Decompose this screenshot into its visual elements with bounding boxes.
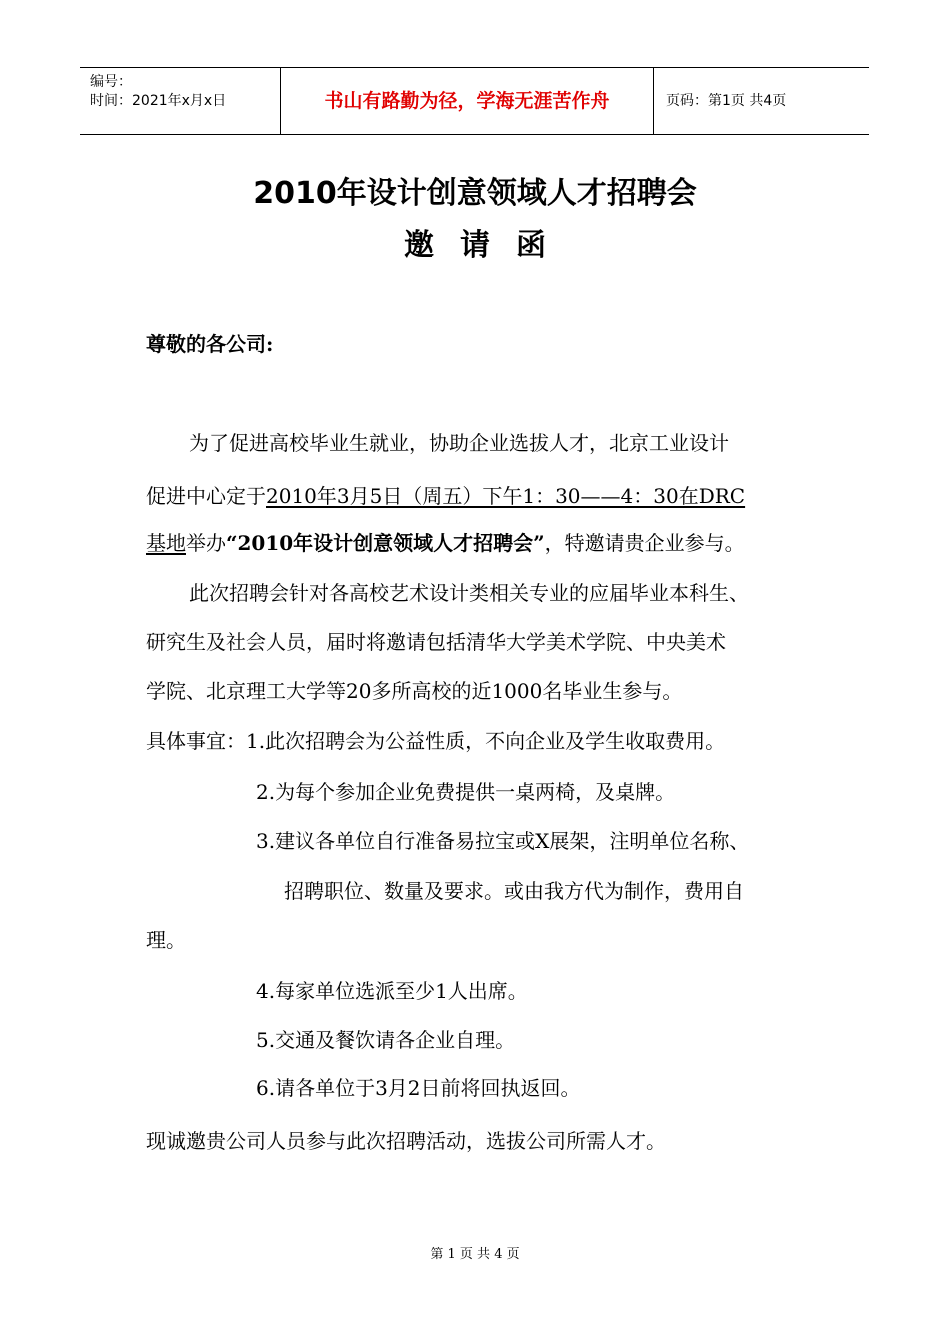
document-title: 2010年设计创意领域人才招聘会 (253, 176, 697, 211)
detail-item-2: 2.为每个参加企业免费提供一桌两椅，及桌牌。 (256, 780, 676, 804)
text-run: ，特邀请贵企业参与。 (544, 531, 745, 555)
details-line-1 (146, 726, 725, 756)
closing-line: 现诚邀贵公司人员参与此次招聘活动，选拔公司所需人才。 (146, 1129, 666, 1153)
detail-item-3-line-1: 3.建议各单位自行准备易拉宝或X展架，注明单位名称、 (256, 829, 750, 853)
text-run: 促进中心定于 (146, 484, 266, 508)
detail-item-4: 4.每家单位选派至少1人出席。 (256, 979, 528, 1003)
paragraph-2-line-3: 学院、北京理工大学等20多所高校的近1000名毕业生参与。 (146, 679, 683, 703)
detail-item-1: 1.此次招聘会为公益性质，不向企业及学生收取费用。 (246, 729, 726, 753)
event-datetime: 2010年3月5日（周五）下午1：30——4：30在DRC (266, 484, 746, 508)
paragraph-2-line-1: 此次招聘会针对各高校艺术设计类相关专业的应届毕业本科生、 (189, 581, 749, 605)
event-venue: 基地 (146, 531, 186, 555)
document-time-label: 时间：2021年x月x日 (90, 93, 227, 109)
detail-item-3-line-3: 理。 (146, 928, 186, 952)
page-footer: 第 1 页 共 4 页 (430, 1247, 520, 1262)
detail-item-6: 6.请各单位于3月2日前将回执返回。 (256, 1076, 581, 1100)
header-page-number: 页码：第1页 共4页 (666, 93, 787, 109)
paragraph-1-line-3 (146, 528, 745, 558)
details-label: 具体事宜： (146, 729, 246, 753)
document-header-table (80, 67, 869, 135)
detail-item-5: 5.交通及餐饮请各企业自理。 (256, 1028, 516, 1052)
paragraph-2-line-2: 研究生及社会人员，届时将邀请包括清华大学美术学院、中央美术 (146, 630, 726, 654)
header-motto: 书山有路勤为径，学海无涯苦作舟 (280, 68, 654, 134)
document-number-label: 编号： (90, 74, 132, 90)
detail-item-3-line-2: 招聘职位、数量及要求。或由我方代为制作，费用自 (284, 879, 744, 903)
text-run: 举办 (186, 531, 226, 555)
paragraph-1-line-2 (146, 481, 745, 511)
document-subtitle: 邀请函 (404, 228, 572, 263)
header-meta-cell (80, 68, 280, 134)
event-name: “2010年设计创意领域人才招聘会” (226, 531, 545, 555)
paragraph-1-line-1: 为了促进高校毕业生就业，协助企业选拔人才，北京工业设计 (189, 431, 729, 455)
salutation: 尊敬的各公司: (146, 332, 274, 356)
